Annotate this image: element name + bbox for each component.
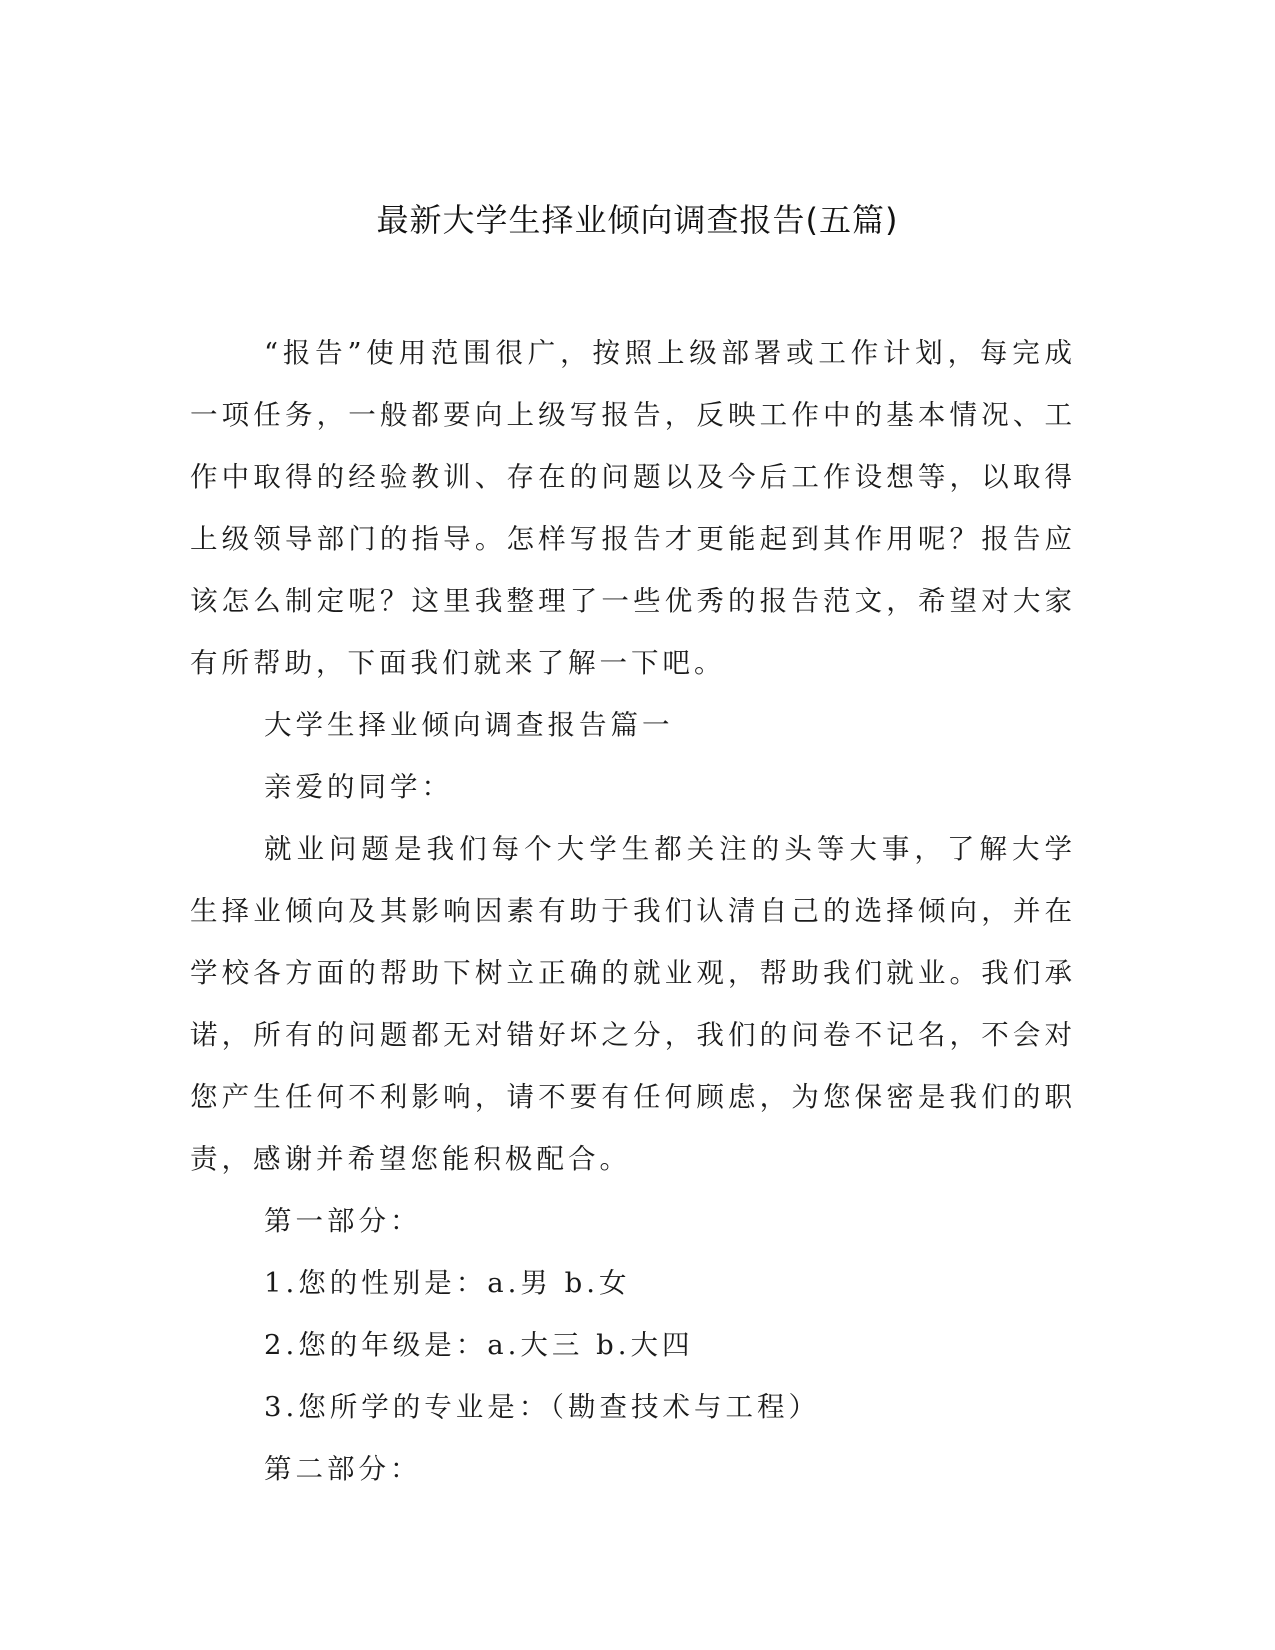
- question-gender: 1.您的性别是：a.男 b.女: [264, 1267, 631, 1299]
- part-one-heading: 第一部分：: [264, 1205, 422, 1237]
- question-major: 3.您所学的专业是：（勘查技术与工程）: [264, 1391, 820, 1423]
- greeting: 亲爱的同学：: [264, 771, 453, 803]
- section-heading: 大学生择业倾向调查报告篇一: [264, 709, 674, 741]
- question-grade: 2.您的年级是：a.大三 b.大四: [264, 1329, 694, 1361]
- part-two-heading: 第二部分：: [264, 1453, 422, 1485]
- document-title: 最新大学生择业倾向调查报告(五篇): [376, 201, 899, 239]
- intro-paragraph: “报告”使用范围很广，按照上级部署或工作计划，每完成一项任务，一般都要向上级写报告，反映工作中的基本情况、工作中取得的经验教训、存在的问题以及今后工作设想等，以取得上级领导部门的指导。怎样写报告才更能起到其作用呢？报告应该怎么制定呢？这里我整理了一些优秀的报告范文，希望对大家有所帮助，下面我们就来了解一下吧。: [190, 337, 1076, 679]
- survey-intro-paragraph: 就业问题是我们每个大学生都关注的头等大事，了解大学生择业倾向及其影响因素有助于我们认清自己的选择倾向，并在学校各方面的帮助下树立正确的就业观，帮助我们就业。我们承诺，所有的问题都无对错好坏之分，我们的问卷不记名，不会对您产生任何不利影响，请不要有任何顾虑，为您保密是我们的职责，感谢并希望您能积极配合。: [190, 833, 1076, 1175]
